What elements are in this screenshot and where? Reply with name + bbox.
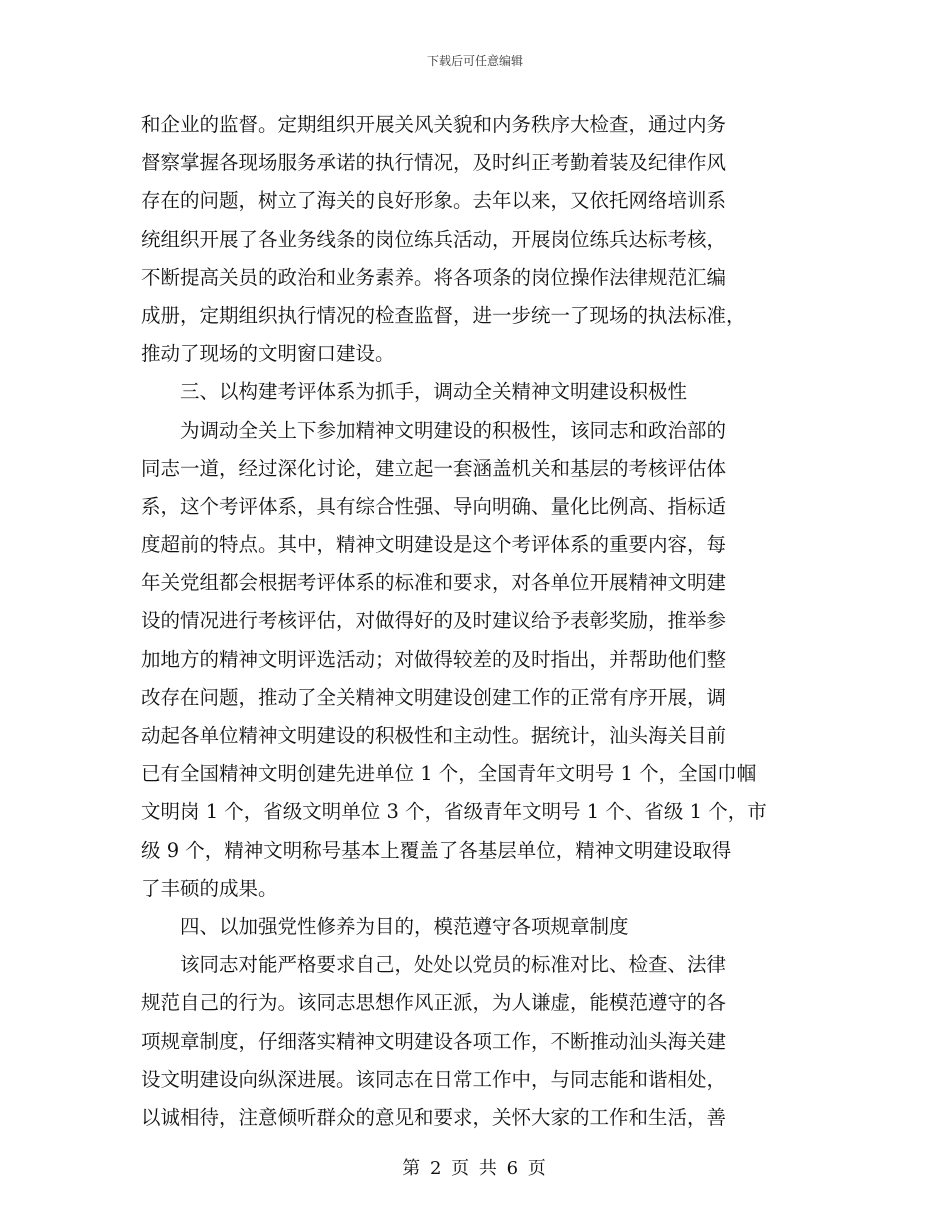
- text-line: 该同志对能严格要求自己，处处以党员的标准对比、检查、法律: [141, 953, 727, 977]
- text-line: 成册，定期组织执行情况的检查监督，进一步统一了现场的执法标准，: [141, 303, 746, 327]
- text-line: 加地方的精神文明评选活动；对做得较差的及时指出，并帮助他们整: [141, 647, 727, 671]
- section-heading-4: 四、以加强党性修养为目的，模范遵守各项规章制度: [141, 914, 629, 938]
- text-line: 项规章制度，仔细落实精神文明建设各项工作，不断推动汕头海关建: [141, 1029, 727, 1053]
- text-line: 已有全国精神文明创建先进单位 1 个，全国青年文明号 1 个，全国巾帼: [141, 762, 757, 786]
- text-line: 了丰硕的成果。: [141, 876, 278, 900]
- text-line: 督察掌握各现场服务承诺的执行情况，及时纠正考勤着装及纪律作风: [141, 151, 727, 175]
- text-line: 推动了现场的文明窗口建设。: [141, 342, 395, 366]
- page-number-footer: 第 2 页 共 6 页: [402, 1158, 548, 1179]
- text-line: 度超前的特点。其中，精神文明建设是这个考评体系的重要内容，每: [141, 533, 727, 557]
- text-line: 统组织开展了各业务线条的岗位练兵活动，开展岗位练兵达标考核，: [141, 227, 727, 251]
- text-line: 设文明建设向纵深进展。该同志在日常工作中，与同志能和谐相处，: [141, 1067, 727, 1091]
- text-line: 以诚相待，注意倾听群众的意见和要求，关怀大家的工作和生活，善: [141, 1105, 727, 1129]
- page-header: 下载后可任意编辑: [426, 54, 523, 68]
- text-line: 不断提高关员的政治和业务素养。将各项条的岗位操作法律规范汇编: [141, 265, 727, 289]
- text-line: 文明岗 1 个，省级文明单位 3 个，省级青年文明号 1 个、省级 1 个，市: [141, 800, 767, 824]
- text-line: 改存在问题，推动了全关精神文明建设创建工作的正常有序开展，调: [141, 685, 727, 709]
- section-heading-3: 三、以构建考评体系为抓手，调动全关精神文明建设积极性: [141, 380, 688, 404]
- text-line: 和企业的监督。定期组织开展关风关貌和内务秩序大检查，通过内务: [141, 113, 727, 136]
- text-line: 为调动全关上下参加精神文明建设的积极性，该同志和政治部的: [141, 418, 727, 442]
- text-line: 动起各单位精神文明建设的积极性和主动性。据统计，汕头海关目前: [141, 724, 727, 747]
- text-line: 存在的问题，树立了海关的良好形象。去年以来，又依托网络培训系: [141, 189, 727, 213]
- text-line: 规范自己的行为。该同志思想作风正派，为人谦虚，能模范遵守的各: [141, 991, 727, 1015]
- text-line: 同志一道，经过深化讨论，建立起一套涵盖机关和基层的考核评估体: [141, 456, 727, 480]
- text-line: 系，这个考评体系，具有综合性强、导向明确、量化比例高、指标适: [141, 494, 727, 518]
- text-line: 年关党组都会根据考评体系的标准和要求，对各单位开展精神文明建: [141, 571, 727, 595]
- text-line: 级 9 个，精神文明称号基本上覆盖了各基层单位，精神文明建设取得: [141, 838, 732, 862]
- document-body: [141, 106, 809, 1137]
- text-line: 设的情况进行考核评估，对做得好的及时建议给予表彰奖励，推举参: [141, 609, 727, 633]
